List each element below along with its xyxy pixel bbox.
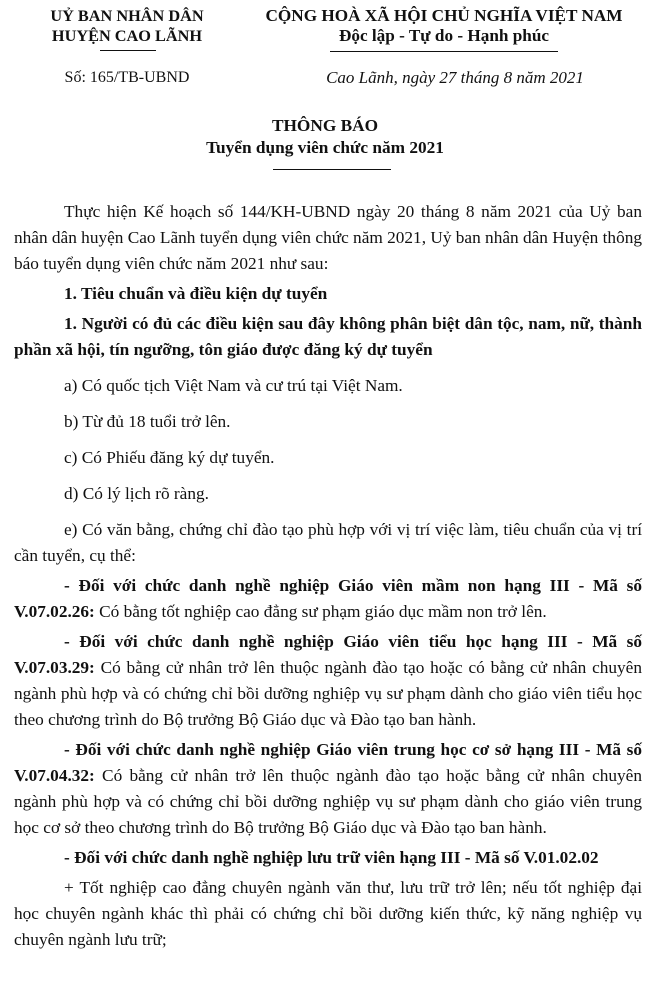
criteria-archivist-heading: - Đối với chức danh nghề nghiệp lưu trữ viên hạng III - Mã số V.01.02.02 [64, 848, 599, 867]
title-underline [273, 169, 391, 170]
nation-name: CỘNG HOÀ XÃ HỘI CHỦ NGHĨA VIỆT NAM [265, 6, 623, 25]
national-motto: Độc lập - Tự do - Hạnh phúc [338, 26, 550, 45]
intro-paragraph: Thực hiện Kế hoạch số 144/KH-UBND ngày 20 tháng 8 năm 2021 của Uỷ ban nhân dân huyện Cao Lãnh tuyển dụng viên chức năm 2021, Uỷ ban nhân dân Huyện thông báo tuyển dụng viên chức năm 2021 như sau: [14, 202, 642, 273]
issuing-agency [14, 6, 240, 46]
agency-line-1: UỶ BAN NHÂN DÂN [50, 6, 204, 25]
criteria-kindergarten-text: Có bằng tốt nghiệp cao đẳng sư phạm giáo dục mầm non trở lên. [94, 602, 547, 621]
date-place: Cao Lãnh, ngày 27 tháng 8 năm 2021 [326, 68, 584, 87]
criteria-primary-heading: - Đối với chức danh nghề nghiệp Giáo viên tiểu học hạng III - Mã số V.07.03.29: [14, 632, 642, 677]
item-c: c) Có Phiếu đăng ký dự tuyển. [64, 448, 275, 467]
criteria-secondary [14, 737, 642, 841]
item-e: e) Có văn bằng, chứng chỉ đào tạo phù hợp với vị trí việc làm, tiêu chuẩn của vị trí cần tuyển, cụ thể: [14, 520, 642, 565]
subsection-heading: 1. Người có đủ các điều kiện sau đây không phân biệt dân tộc, nam, nữ, thành phần xã hội, tín ngưỡng, tôn giáo được đăng ký dự tuyển [14, 314, 642, 359]
criteria-secondary-text: Có bằng cử nhân trở lên thuộc ngành đào tạo hoặc bằng cử nhân chuyên ngành phù hợp và có chứng chỉ bồi dưỡng nghiệp vụ sư phạm dành cho giáo viên trung học cơ sở theo chương trình do Bộ trưởng Bộ Giáo dục và Đào tạo ban hành. [14, 766, 642, 837]
criteria-kindergarten [14, 573, 642, 625]
item-a: a) Có quốc tịch Việt Nam và cư trú tại Việt Nam. [64, 376, 403, 395]
item-d: d) Có lý lịch rõ ràng. [64, 484, 209, 503]
criteria-secondary-heading: - Đối với chức danh nghề nghiệp Giáo viên trung học cơ sở hạng III - Mã số V.07.04.32: [14, 740, 642, 785]
agency-underline [100, 50, 156, 51]
criteria-kindergarten-heading: - Đối với chức danh nghề nghiệp Giáo viên mầm non hạng III - Mã số V.07.02.26: [14, 576, 642, 621]
motto-underline [330, 51, 558, 52]
item-b: b) Từ đủ 18 tuổi trở lên. [64, 412, 231, 431]
document-subtitle: Tuyển dụng viên chức năm 2021 [206, 138, 444, 157]
section-heading: 1. Tiêu chuẩn và điều kiện dự tuyển [64, 284, 328, 303]
criteria-primary [14, 629, 642, 733]
national-header [244, 6, 644, 46]
agency-line-2: HUYỆN CAO LÃNH [51, 26, 203, 45]
criteria-archivist-text: + Tốt nghiệp cao đẳng chuyên ngành văn thư, lưu trữ trở lên; nếu tốt nghiệp đại học chuyên ngành khác thì phải có chứng chỉ bồi dưỡng kiến thức, kỹ năng nghiệp vụ chuyên ngành lưu trữ; [14, 878, 642, 949]
document-title: THÔNG BÁO [271, 116, 379, 135]
criteria-primary-text: Có bằng cử nhân trở lên thuộc ngành đào tạo hoặc có bằng cử nhân chuyên ngành phù hợp và có chứng chỉ bồi dưỡng nghiệp vụ sư phạm dành cho giáo viên tiểu học theo chương trình do Bộ trưởng Bộ Giáo dục và Đào tạo ban hành. [14, 658, 642, 729]
document-body [14, 199, 642, 953]
document-number: Số: 165/TB-UBND [64, 69, 190, 86]
